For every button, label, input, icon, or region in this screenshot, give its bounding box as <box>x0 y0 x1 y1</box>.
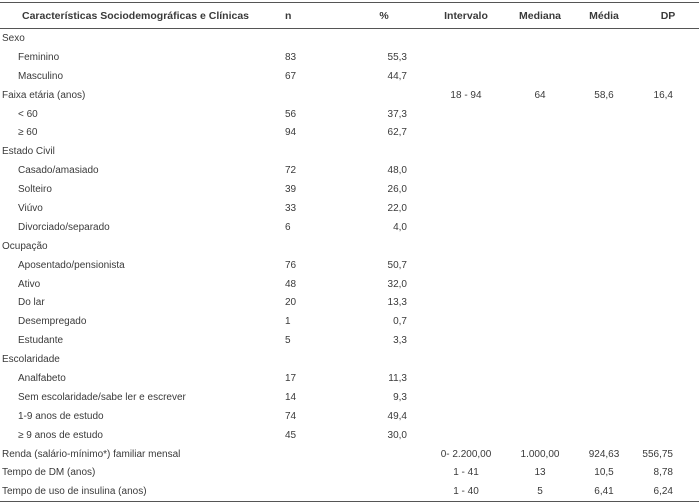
row-label: Aposentado/pensionista <box>18 259 125 271</box>
table-row <box>0 426 699 445</box>
cell-intervalo: 18 - 94 <box>450 89 482 101</box>
cell-percent: 50,7 <box>387 259 407 271</box>
cell-n: 5 <box>285 335 291 347</box>
cell-intervalo <box>423 369 509 388</box>
cell-percent <box>345 29 423 48</box>
cell-mediana: 13 <box>534 467 546 479</box>
cell-dp <box>637 67 699 86</box>
cell-n <box>285 142 345 161</box>
cell-n: 39 <box>285 184 297 196</box>
cell-media <box>571 123 637 142</box>
row-label: Tempo de uso de insulina (anos) <box>0 482 285 501</box>
table-row <box>0 199 699 218</box>
cell-n: 74 <box>285 410 297 422</box>
cell-percent <box>345 142 423 161</box>
table-row <box>0 445 699 464</box>
cell-intervalo <box>423 407 509 426</box>
cell-dp <box>637 123 699 142</box>
cell-n: 20 <box>285 297 297 309</box>
table-row <box>0 482 699 501</box>
cell-mediana <box>509 407 571 426</box>
cell-media <box>571 29 637 48</box>
row-label: Sem escolaridade/sabe ler e escrever <box>18 391 186 403</box>
cell-mediana <box>509 105 571 124</box>
cell-dp: 6,24 <box>637 482 699 501</box>
cell-mediana <box>509 199 571 218</box>
cell-dp <box>637 142 699 161</box>
cell-n: 72 <box>285 165 297 177</box>
cell-dp: 8,78 <box>653 467 673 479</box>
cell-mediana: 64 <box>534 89 546 101</box>
table-row <box>0 67 699 86</box>
cell-intervalo <box>423 29 509 48</box>
cell-n <box>285 350 345 369</box>
cell-media <box>571 350 637 369</box>
row-label: Masculino <box>18 70 64 82</box>
table-row <box>0 161 699 180</box>
header-n: n <box>285 3 345 29</box>
cell-percent: 0,7 <box>393 316 407 328</box>
cell-dp <box>637 256 699 275</box>
cell-intervalo <box>423 293 509 312</box>
cell-intervalo <box>423 123 509 142</box>
row-label: Ativo <box>18 278 41 290</box>
row-label: Divorciado/separado <box>18 221 110 233</box>
table-row <box>0 142 699 161</box>
row-label: Estado Civil <box>2 146 55 158</box>
table-row <box>0 256 699 275</box>
table-row <box>0 407 699 426</box>
row-label: Ocupação <box>2 240 48 252</box>
header-media: Média <box>571 3 637 29</box>
cell-intervalo <box>423 180 509 199</box>
cell-media <box>571 105 637 124</box>
table-body <box>0 29 699 502</box>
cell-media <box>571 161 637 180</box>
cell-media: 6,41 <box>571 482 637 501</box>
table-row <box>0 237 699 256</box>
table-row <box>0 218 699 237</box>
cell-dp <box>637 48 699 67</box>
table-row <box>0 293 699 312</box>
cell-intervalo <box>423 275 509 294</box>
cell-percent: 13,3 <box>387 297 407 309</box>
cell-media <box>571 142 637 161</box>
cell-intervalo: 1 - 41 <box>453 467 479 479</box>
cell-media <box>571 218 637 237</box>
cell-mediana <box>509 48 571 67</box>
cell-mediana <box>509 293 571 312</box>
cell-percent: 9,3 <box>393 391 407 403</box>
cell-mediana <box>509 350 571 369</box>
cell-percent: 49,4 <box>387 410 407 422</box>
cell-intervalo <box>423 312 509 331</box>
cell-n: 1 <box>285 316 291 328</box>
cell-percent: 11,3 <box>388 372 407 384</box>
cell-n <box>285 29 345 48</box>
cell-dp <box>637 312 699 331</box>
cell-n: 83 <box>285 51 297 63</box>
cell-intervalo <box>423 161 509 180</box>
row-label: Escolaridade <box>2 354 60 366</box>
cell-media <box>571 256 637 275</box>
cell-percent: 4,0 <box>393 221 407 233</box>
cell-n: 94 <box>285 127 297 139</box>
cell-dp <box>637 199 699 218</box>
cell-n: 6 <box>285 221 291 233</box>
row-label: 1-9 anos de estudo <box>18 410 104 422</box>
cell-intervalo <box>423 67 509 86</box>
cell-mediana <box>509 237 571 256</box>
cell-media <box>571 48 637 67</box>
header-row <box>0 3 699 29</box>
row-label: Feminino <box>18 51 60 63</box>
cell-mediana <box>509 369 571 388</box>
cell-media <box>571 199 637 218</box>
row-label: < 60 <box>18 108 38 120</box>
cell-intervalo <box>423 426 509 445</box>
cell-mediana <box>509 275 571 294</box>
cell-dp <box>637 331 699 350</box>
row-label: Estudante <box>18 335 64 347</box>
row-label: ≥ 60 <box>18 127 38 139</box>
header-percent: % <box>345 3 423 29</box>
table-row <box>0 275 699 294</box>
cell-percent <box>345 482 423 501</box>
table-row <box>0 350 699 369</box>
table-row <box>0 180 699 199</box>
cell-dp <box>637 218 699 237</box>
cell-dp <box>637 275 699 294</box>
cell-n <box>285 463 345 482</box>
cell-mediana <box>509 426 571 445</box>
cell-percent: 26,0 <box>387 184 407 196</box>
cell-dp: 556,75 <box>642 448 673 460</box>
row-label: ≥ 9 anos de estudo <box>18 429 103 441</box>
row-label: Sexo <box>2 32 25 44</box>
table-row <box>0 331 699 350</box>
row-label: Faixa etária (anos) <box>2 89 86 101</box>
cell-media <box>571 369 637 388</box>
cell-n: 67 <box>285 70 297 82</box>
cell-mediana <box>509 331 571 350</box>
cell-dp <box>637 350 699 369</box>
table-header <box>0 3 699 29</box>
cell-intervalo <box>423 218 509 237</box>
table-row <box>0 369 699 388</box>
header-intervalo: Intervalo <box>423 3 509 29</box>
cell-dp <box>637 407 699 426</box>
cell-intervalo <box>423 331 509 350</box>
cell-mediana <box>509 67 571 86</box>
cell-percent: 37,3 <box>387 108 407 120</box>
cell-mediana <box>509 180 571 199</box>
cell-percent <box>345 350 423 369</box>
header-characteristics: Características Sociodemográficas e Clínicas <box>0 3 285 29</box>
cell-n: 14 <box>285 391 297 403</box>
cell-n: 76 <box>285 259 297 271</box>
cell-intervalo <box>423 199 509 218</box>
cell-media <box>571 180 637 199</box>
cell-mediana <box>509 312 571 331</box>
cell-media: 10,5 <box>594 467 614 479</box>
cell-n <box>285 237 345 256</box>
cell-percent: 44,7 <box>387 70 407 82</box>
cell-percent <box>345 445 423 464</box>
cell-percent: 3,3 <box>393 335 407 347</box>
row-label: Casado/amasiado <box>18 165 99 177</box>
cell-n <box>285 445 345 464</box>
cell-dp <box>637 426 699 445</box>
cell-dp <box>637 180 699 199</box>
cell-dp <box>637 161 699 180</box>
cell-n: 33 <box>285 202 297 214</box>
cell-n <box>285 86 345 105</box>
row-label: Renda (salário-mínimo*) familiar mensal <box>2 448 181 460</box>
cell-intervalo <box>423 237 509 256</box>
cell-media <box>571 275 637 294</box>
cell-percent: 30,0 <box>387 429 407 441</box>
row-label: Do lar <box>18 297 45 309</box>
cell-percent: 22,0 <box>387 202 407 214</box>
cell-n: 45 <box>285 429 297 441</box>
cell-dp: 16,4 <box>653 89 673 101</box>
cell-dp <box>637 237 699 256</box>
cell-n: 17 <box>285 372 297 384</box>
cell-media <box>571 407 637 426</box>
table-row <box>0 29 699 48</box>
cell-media: 924,63 <box>588 448 620 460</box>
cell-media <box>571 426 637 445</box>
table-row <box>0 123 699 142</box>
header-dp: DP <box>637 3 699 29</box>
row-label: Viúvo <box>18 202 43 214</box>
cell-intervalo <box>423 105 509 124</box>
row-label: Tempo de DM (anos) <box>2 467 96 479</box>
cell-dp <box>637 369 699 388</box>
cell-intervalo <box>423 142 509 161</box>
cell-intervalo <box>423 48 509 67</box>
cell-mediana <box>509 29 571 48</box>
row-label: Desempregado <box>18 316 87 328</box>
cell-dp <box>637 29 699 48</box>
cell-intervalo: 0- 2.200,00 <box>440 448 492 460</box>
cell-intervalo <box>423 388 509 407</box>
cell-n <box>285 482 345 501</box>
table-row <box>0 105 699 124</box>
cell-mediana: 5 <box>509 482 571 501</box>
cell-media <box>571 293 637 312</box>
cell-mediana <box>509 123 571 142</box>
cell-intervalo <box>423 350 509 369</box>
cell-mediana <box>509 218 571 237</box>
cell-percent: 48,0 <box>387 165 407 177</box>
table-row <box>0 48 699 67</box>
cell-percent <box>345 86 423 105</box>
cell-percent <box>345 237 423 256</box>
cell-media <box>571 67 637 86</box>
cell-percent: 62,7 <box>387 127 407 139</box>
cell-media <box>571 237 637 256</box>
header-mediana: Mediana <box>509 3 571 29</box>
cell-percent <box>345 463 423 482</box>
table-row <box>0 463 699 482</box>
table-row <box>0 388 699 407</box>
cell-intervalo: 1 - 40 <box>423 482 509 501</box>
row-label: Analfabeto <box>18 372 66 384</box>
cell-dp <box>637 293 699 312</box>
data-table <box>0 2 699 502</box>
cell-n: 56 <box>285 108 297 120</box>
table-row <box>0 312 699 331</box>
cell-intervalo <box>423 256 509 275</box>
cell-dp <box>637 105 699 124</box>
cell-media: 58,6 <box>594 89 614 101</box>
cell-percent: 32,0 <box>387 278 407 290</box>
cell-mediana <box>509 161 571 180</box>
row-label: Solteiro <box>18 184 52 196</box>
cell-media <box>571 312 637 331</box>
table-row <box>0 86 699 105</box>
cell-mediana: 1.000,00 <box>520 448 560 460</box>
cell-media <box>571 388 637 407</box>
cell-dp <box>637 388 699 407</box>
cell-mediana <box>509 388 571 407</box>
cell-n: 48 <box>285 278 297 290</box>
cell-mediana <box>509 256 571 275</box>
cell-media <box>571 331 637 350</box>
cell-mediana <box>509 142 571 161</box>
cell-percent: 55,3 <box>387 51 407 63</box>
